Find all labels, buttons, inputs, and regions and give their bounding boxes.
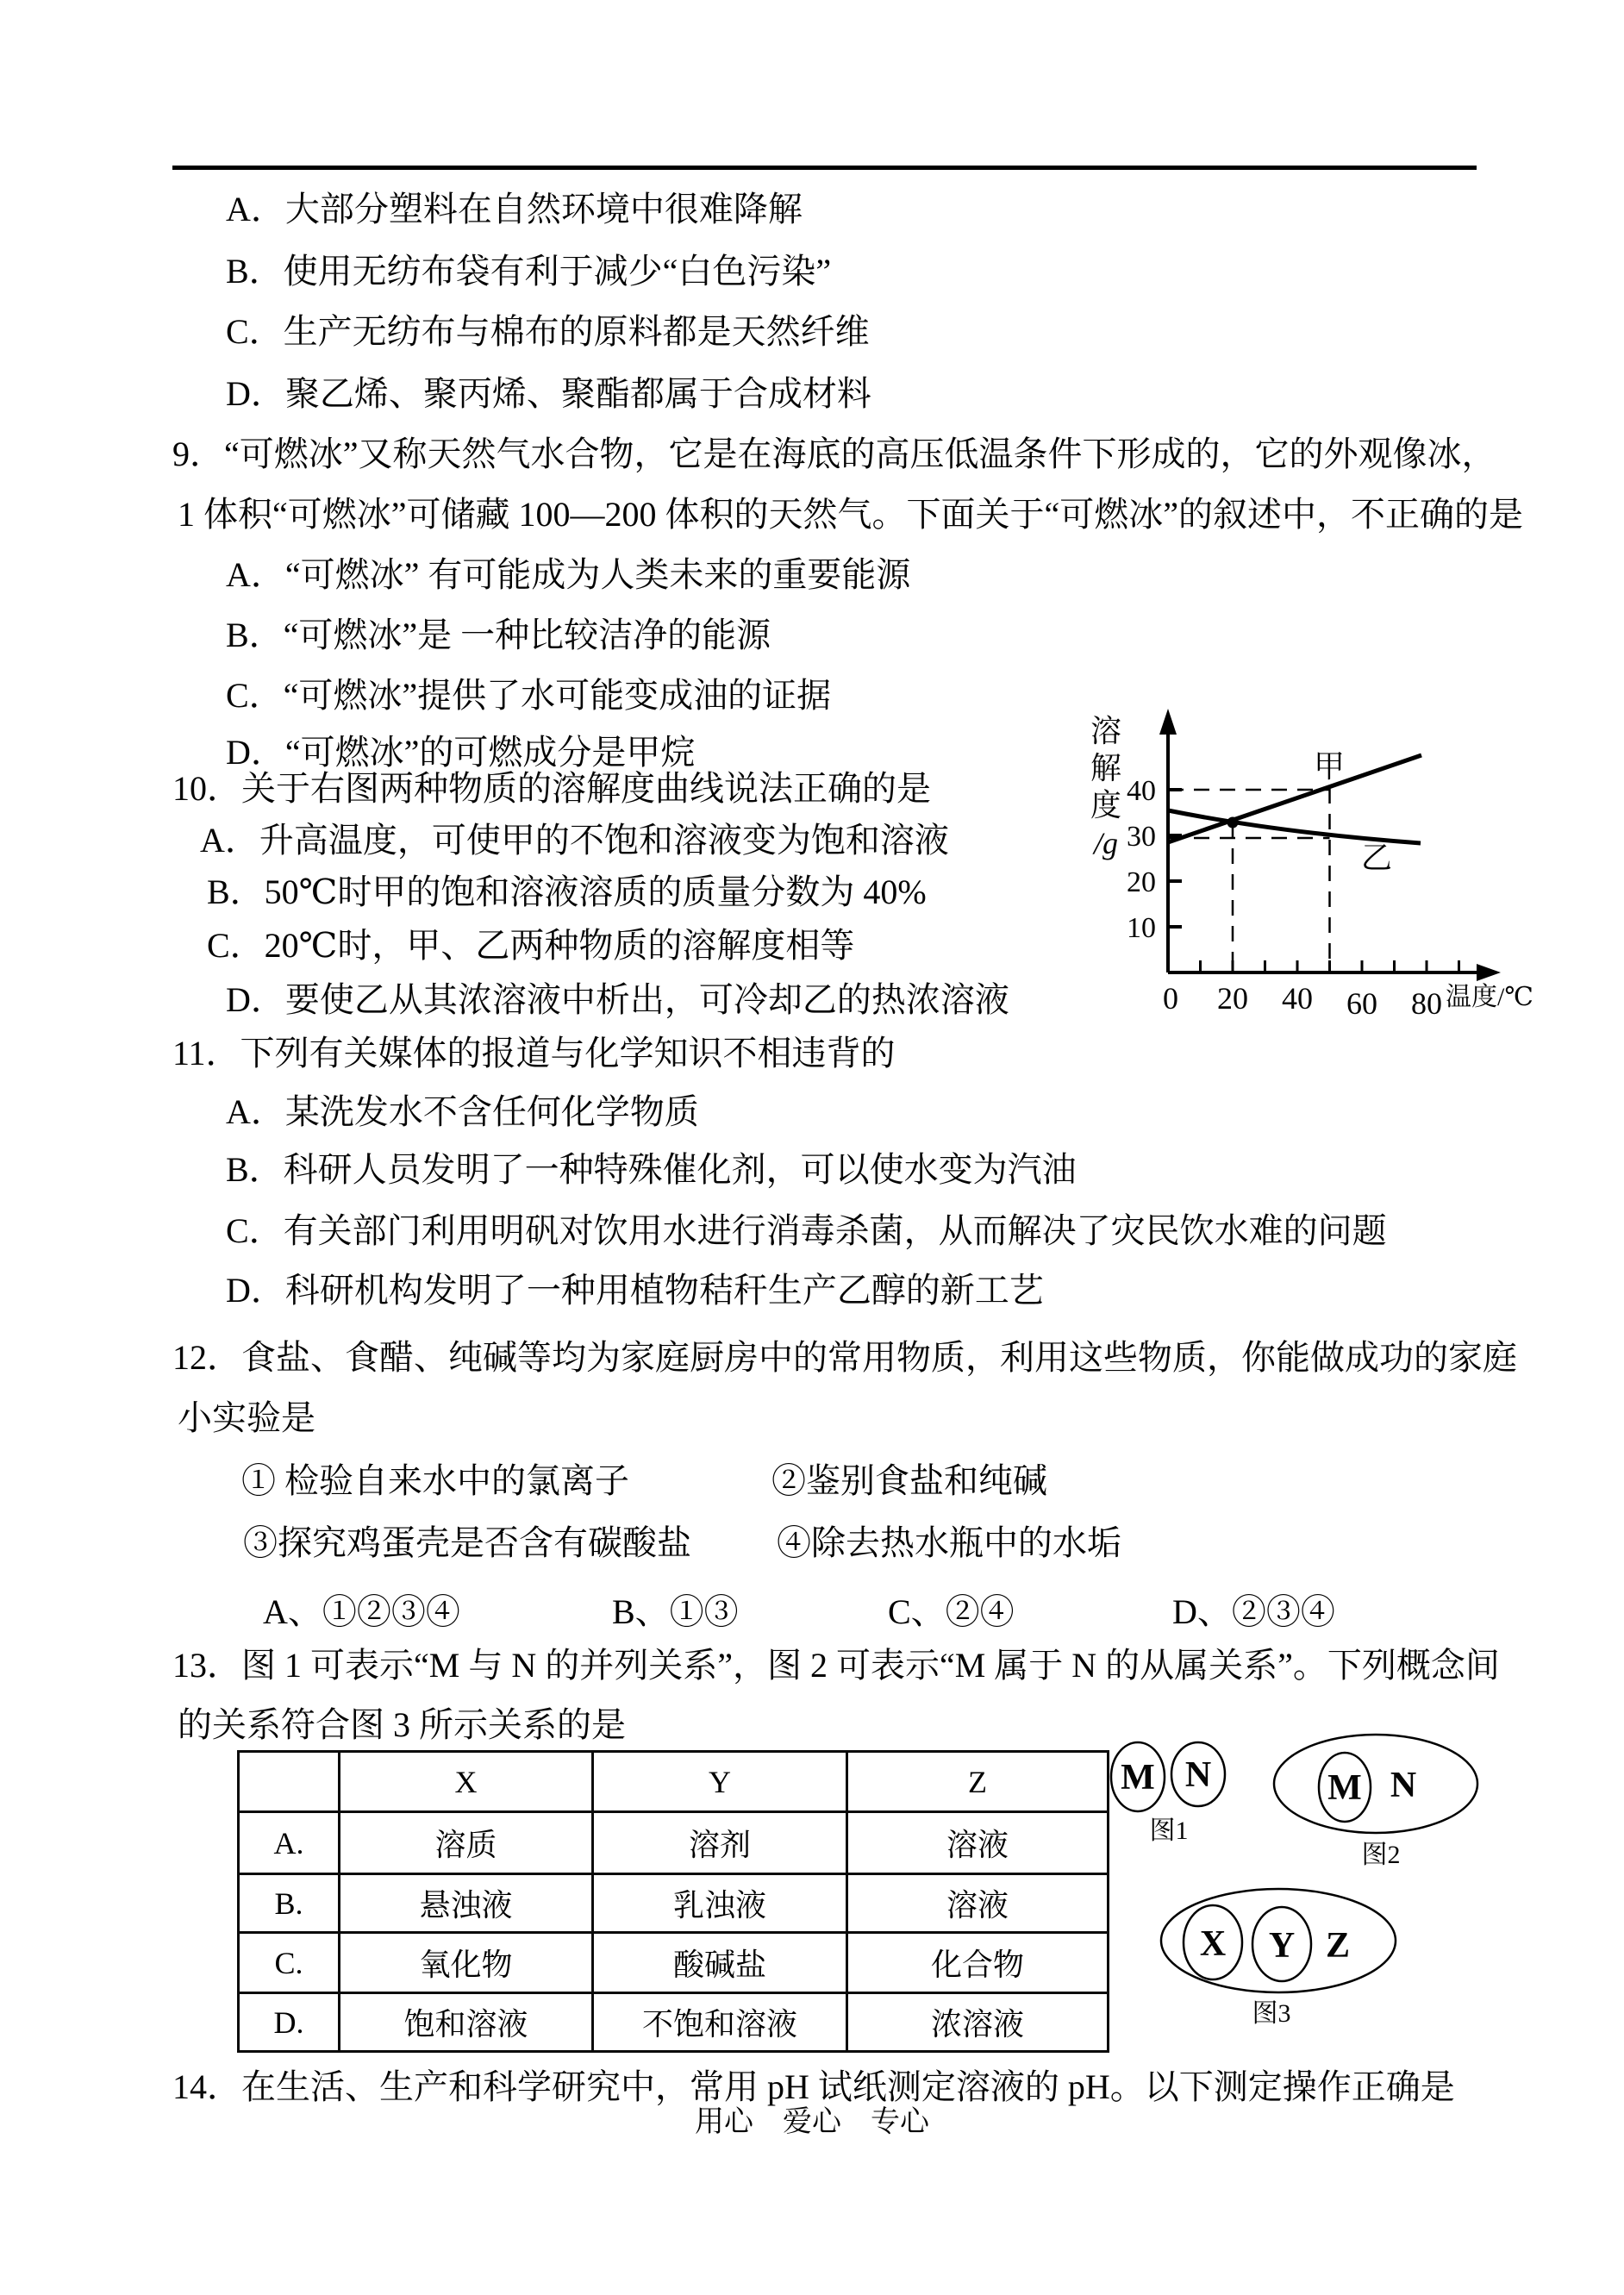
q8-option-d: D．聚乙烯、聚丙烯、聚酯都属于合成材料: [226, 374, 871, 413]
table-row-d: [239, 1993, 1109, 2052]
row-d-y: 不饱和溶液: [593, 1993, 847, 2052]
fig3-label: 图3: [1252, 1999, 1291, 2028]
intersection-dot: [1227, 817, 1239, 829]
x-tick-20: 20: [1217, 981, 1248, 1016]
chart-ylabel-char1: 溶: [1090, 714, 1122, 748]
q14-stem: 14．在生活、生产和科学研究中，常用 pH 试纸测定溶液的 pH。以下测定操作正确是: [172, 2067, 1455, 2106]
y-tick-20: 20: [1127, 866, 1156, 898]
q10-stem: 10．关于右图两种物质的溶解度曲线说法正确的是: [172, 769, 931, 808]
q12-items-row2: [0, 1522, 1624, 1565]
q11-stem: 11．下列有关媒体的报道与化学知识不相违背的: [172, 1034, 896, 1072]
q12-item-4: ④除去热水瓶中的水垢: [777, 1523, 1121, 1562]
x-axis-label: 温度/℃: [1446, 983, 1533, 1011]
curve-yi-label: 乙: [1360, 841, 1393, 875]
fig2-outer-ellipse: [1274, 1735, 1477, 1833]
q12-answer-b: B、①③: [612, 1592, 739, 1631]
table-row-c: [239, 1933, 1109, 1993]
page-footer: 用心 爱心 专心: [695, 2106, 929, 2138]
row-b-z: 溶液: [847, 1874, 1109, 1933]
q13-stem-line1: 13．图 1 可表示“M 与 N 的并列关系”，图 2 可表示“M 属于 N 的从属关系”。下列概念间: [172, 1646, 1500, 1685]
table-row-a: [239, 1812, 1109, 1874]
q8-option-a: A．大部分塑料在自然环境中很难降解: [226, 190, 803, 228]
fig3-letter-z: Z: [1325, 1926, 1351, 1966]
table-header-row: [239, 1752, 1109, 1812]
q12-item-3: ③探究鸡蛋壳是否含有碳酸盐: [243, 1523, 691, 1562]
table-header-y: Y: [593, 1752, 847, 1812]
row-c-label: C.: [239, 1933, 340, 1993]
q9-stem-line1: 9．“可燃冰”又称天然气水合物，它是在海底的高压低温条件下形成的，它的外观像冰，: [172, 435, 1496, 473]
top-rule: [172, 166, 1477, 170]
row-a-label: A.: [239, 1812, 340, 1874]
q13-table: [237, 1750, 1109, 2053]
row-a-x: 溶质: [340, 1812, 593, 1874]
table-header-x: X: [340, 1752, 593, 1812]
q13-stem-line2: 的关系符合图 3 所示关系的是: [178, 1705, 626, 1744]
q9-option-c: C．“可燃冰”提供了水可能变成油的证据: [226, 676, 832, 715]
row-c-x: 氧化物: [340, 1933, 593, 1993]
row-b-y: 乳浊液: [593, 1874, 847, 1933]
q10-option-a: A．升高温度，可使甲的不饱和溶液变为饱和溶液: [200, 821, 949, 860]
fig2-letter-n: N: [1390, 1766, 1417, 1805]
q9-stem-line2: 1 体积“可燃冰”可储藏 100—200 体积的天然气。下面关于“可燃冰”的叙述中，不正确的是: [178, 495, 1524, 534]
q12-answer-a: A、①②③④: [263, 1592, 460, 1631]
q9-option-a: A．“可燃冰” 有可能成为人类未来的重要能源: [226, 555, 911, 594]
q12-item-1: ① 检验自来水中的氯离子: [241, 1461, 629, 1500]
q11-option-c: C．有关部门利用明矾对饮用水进行消毒杀菌，从而解决了灾民饮水难的问题: [226, 1211, 1387, 1250]
q10-option-d: D．要使乙从其浓溶液中析出，可冷却乙的热浓溶液: [226, 980, 1009, 1019]
q8-option-c: C．生产无纺布与棉布的原料都是天然纤维: [226, 312, 870, 351]
q11-option-a: A．某洗发水不含任何化学物质: [226, 1092, 699, 1131]
y-axis-arrow: [1159, 709, 1177, 735]
fig3-letter-x: X: [1199, 1924, 1227, 1964]
fig2-letter-m: M: [1327, 1768, 1362, 1808]
row-d-label: D.: [239, 1993, 340, 2052]
q10-option-c: C．20℃时，甲、乙两种物质的溶解度相等: [207, 926, 855, 965]
row-c-z: 化合物: [847, 1933, 1109, 1993]
y-tick-40: 40: [1127, 775, 1156, 807]
q8-option-b: B．使用无纺布袋有利于减少“白色污染”: [226, 252, 832, 291]
x-axis-arrow: [1477, 964, 1501, 981]
row-b-label: B.: [239, 1874, 340, 1933]
concept-figures: [1095, 1724, 1508, 2035]
q11-option-d: D．科研机构发明了一种用植物秸秆生产乙醇的新工艺: [226, 1271, 1044, 1310]
fig3-letter-y: Y: [1268, 1926, 1296, 1966]
table-header-blank: [239, 1752, 340, 1812]
row-d-z: 浓溶液: [847, 1993, 1109, 2052]
q12-answer-c: C、②④: [888, 1592, 1015, 1631]
q9-option-b: B．“可燃冰”是 一种比较洁净的能源: [226, 616, 771, 654]
chart-ylabel-char3: 度: [1090, 788, 1122, 822]
table-row-b: [239, 1874, 1109, 1933]
x-tick-0: 0: [1163, 981, 1178, 1016]
fig1-letter-n: N: [1184, 1755, 1212, 1795]
q12-stem-line2: 小实验是: [178, 1398, 315, 1437]
q12-answer-d: D、②③④: [1172, 1592, 1335, 1631]
x-tick-40: 40: [1282, 981, 1313, 1016]
chart-ylabel-char2: 解: [1090, 751, 1122, 785]
fig1-label: 图1: [1149, 1817, 1189, 1845]
row-a-z: 溶液: [847, 1812, 1109, 1874]
solubility-chart: [1073, 690, 1556, 1028]
chart-ylabel-unit: /g: [1093, 826, 1119, 860]
curve-jia-label: 甲: [1313, 749, 1346, 784]
q12-answer-row: [0, 1591, 1624, 1634]
y-tick-30: 30: [1127, 821, 1156, 853]
q10-option-b: B．50℃时甲的饱和溶液溶质的质量分数为 40%: [207, 872, 927, 911]
fig2-label: 图2: [1361, 1841, 1401, 1869]
q12-items-row1: [0, 1460, 1624, 1503]
row-d-x: 饱和溶液: [340, 1993, 593, 2052]
q11-option-b: B．科研人员发明了一种特殊催化剂，可以使水变为汽油: [226, 1150, 1077, 1189]
row-a-y: 溶剂: [593, 1812, 847, 1874]
x-tick-60: 60: [1346, 986, 1377, 1021]
x-tick-80: 80: [1411, 986, 1442, 1021]
fig1-letter-m: M: [1121, 1758, 1155, 1798]
q12-item-2: ②鉴别食盐和纯碱: [771, 1461, 1047, 1500]
q9-option-d: D．“可燃冰”的可燃成分是甲烷: [226, 733, 696, 772]
row-c-y: 酸碱盐: [593, 1933, 847, 1993]
q12-stem-line1: 12．食盐、食醋、纯碱等均为家庭厨房中的常用物质，利用这些物质，你能做成功的家庭: [172, 1338, 1517, 1377]
table-header-z: Z: [847, 1752, 1109, 1812]
row-b-x: 悬浊液: [340, 1874, 593, 1933]
y-tick-10: 10: [1127, 912, 1156, 944]
